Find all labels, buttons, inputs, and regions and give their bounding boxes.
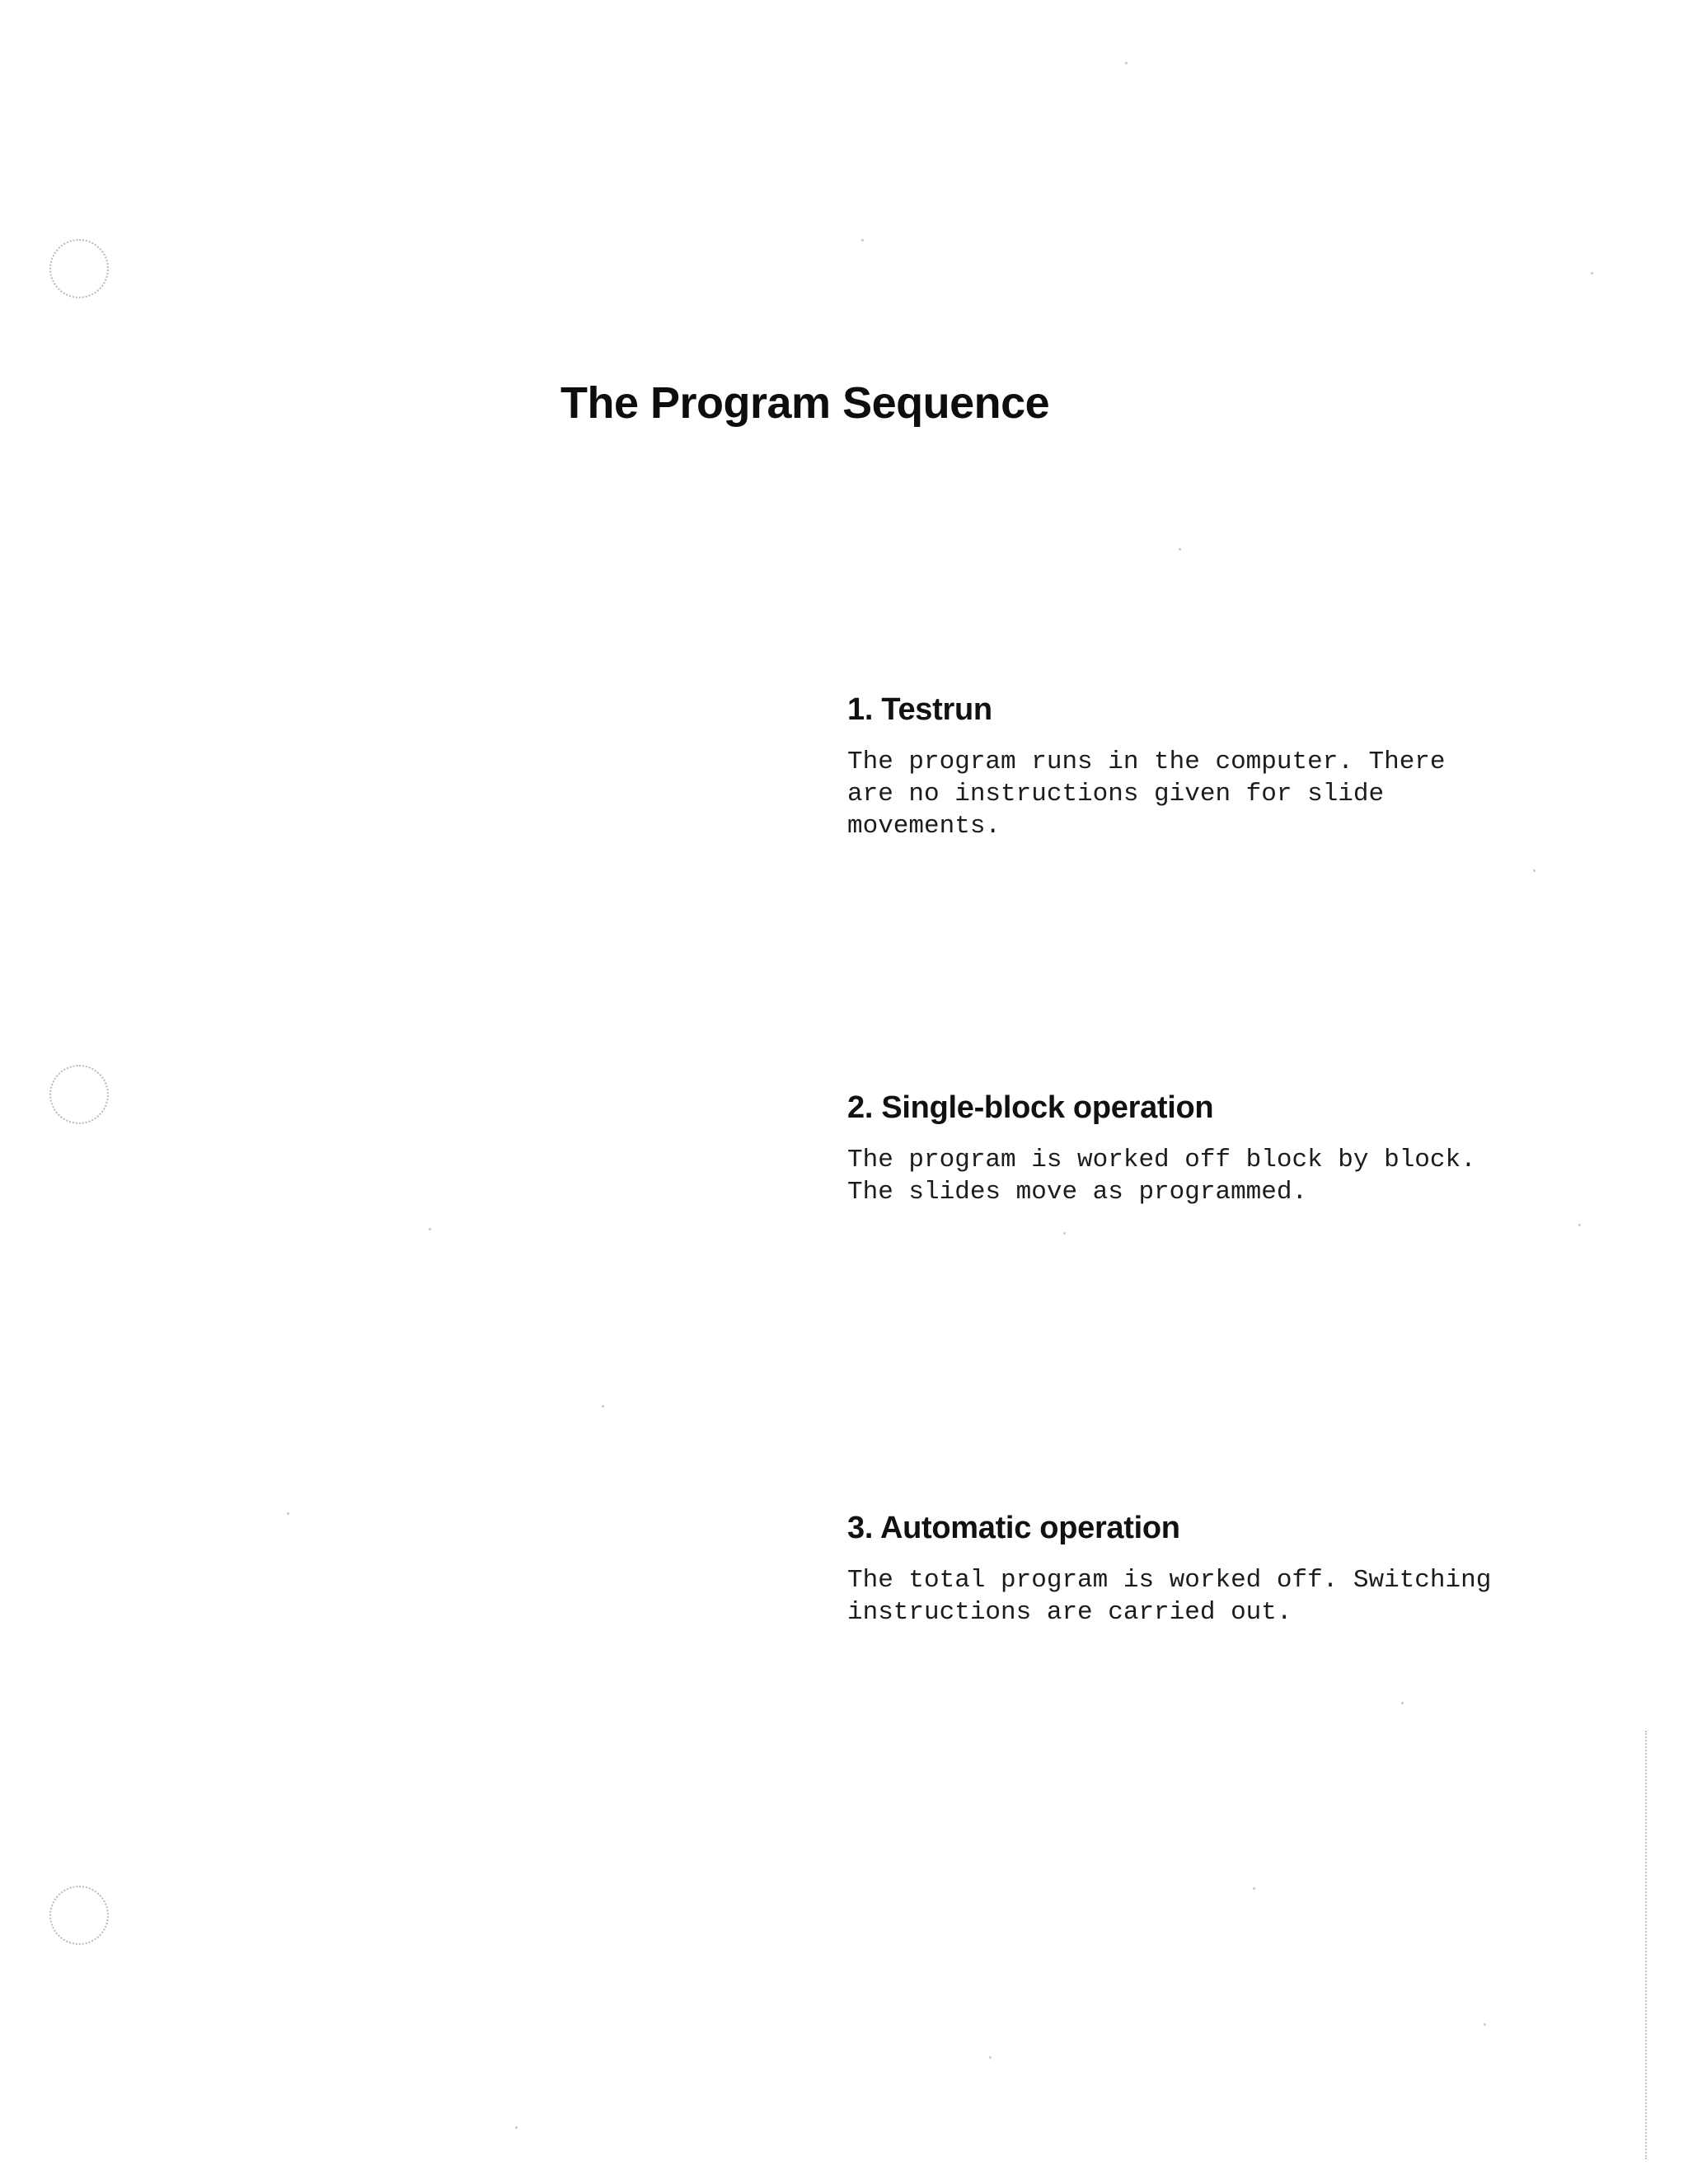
scan-speck [861, 239, 864, 241]
scan-speck [1533, 869, 1536, 872]
section-heading: 1. Testrun [847, 692, 992, 727]
scan-speck [1179, 548, 1181, 551]
scan-speck [602, 1405, 604, 1408]
scan-speck [989, 2056, 992, 2059]
section-testrun [847, 692, 1589, 842]
scan-speck [1125, 62, 1128, 64]
page-title: The Program Sequence [560, 378, 1050, 428]
section-body: The program is worked off block by block. The slides move as programmed. [847, 1146, 1476, 1207]
punch-hole-mark [49, 239, 109, 298]
section-automatic-operation [847, 1511, 1589, 1629]
scan-speck [1578, 1224, 1581, 1226]
section-heading: 3. Automatic operation [847, 1511, 1180, 1545]
punch-hole-mark [49, 1886, 109, 1945]
scan-speck [429, 1228, 431, 1230]
section-body: The program runs in the computer. There are no instructions given for slide movements. [847, 748, 1446, 841]
edge-perforation [1645, 1731, 1647, 2159]
section-single-block-operation [847, 1090, 1589, 1208]
section-body: The total program is worked off. Switching instructions are carried out. [847, 1566, 1492, 1627]
section-heading: 2. Single-block operation [847, 1090, 1214, 1125]
scan-speck [1484, 2023, 1486, 2026]
scan-speck [287, 1512, 289, 1515]
scan-speck [1253, 1887, 1255, 1890]
scan-speck [1063, 1232, 1066, 1235]
scan-speck [515, 2126, 518, 2129]
scan-speck [1591, 272, 1593, 274]
punch-hole-mark [49, 1065, 109, 1124]
scan-speck [1401, 1702, 1404, 1704]
